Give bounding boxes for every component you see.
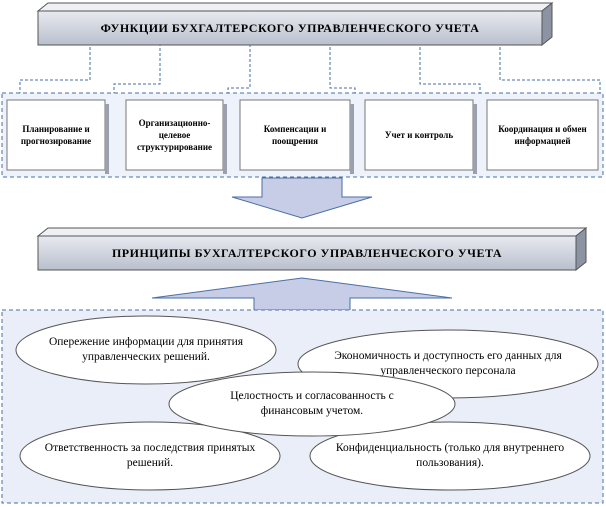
- principle-label: Конфиденциальность (только для внутреннего пользования).: [335, 442, 565, 469]
- function-label: Компенсации и поощрения: [263, 124, 327, 146]
- principle-confidentiality: [322, 428, 578, 484]
- function-box-accounting: [365, 100, 473, 170]
- principle-responsibility: [30, 428, 270, 484]
- principle-label: Опережение информации для принятия управленческих решений.: [48, 336, 244, 363]
- principles-title: [38, 236, 576, 270]
- function-label: Учет и контроль: [384, 130, 454, 140]
- principle-advance-info: [26, 322, 266, 378]
- principle-label: Экономичность и доступность его данных для управленческого персонала: [334, 350, 562, 377]
- function-label: Координация и обмен информацией: [498, 124, 587, 146]
- function-box-coordination: [487, 100, 598, 170]
- principles-title-text: ПРИНЦИПЫ БУХГАЛТЕРСКОГО УПРАВЛЕНЧЕСКОГО УЧЕТА: [111, 245, 503, 260]
- principle-label: Целостность и согласованность с финансовым учетом.: [230, 390, 394, 417]
- principle-label: Ответственность за последствия принятых решений.: [44, 442, 256, 469]
- connector-lines: [20, 45, 600, 100]
- principle-integrity: [196, 378, 428, 430]
- function-box-organization: [126, 100, 223, 170]
- down-arrow: [232, 178, 372, 218]
- function-box-compensation: [240, 100, 350, 170]
- functions-title-text: ФУНКЦИИ БУХГАЛТЕРСКОГО УПРАВЛЕНЧЕСКОГО УЧЕТА: [100, 20, 480, 35]
- function-box-planning: [7, 100, 105, 170]
- function-label: Организационно-целевое структурирование: [136, 118, 213, 152]
- function-label: Планирование и прогнозирование: [20, 124, 92, 146]
- functions-title: [38, 11, 542, 45]
- up-arrow: [152, 278, 452, 310]
